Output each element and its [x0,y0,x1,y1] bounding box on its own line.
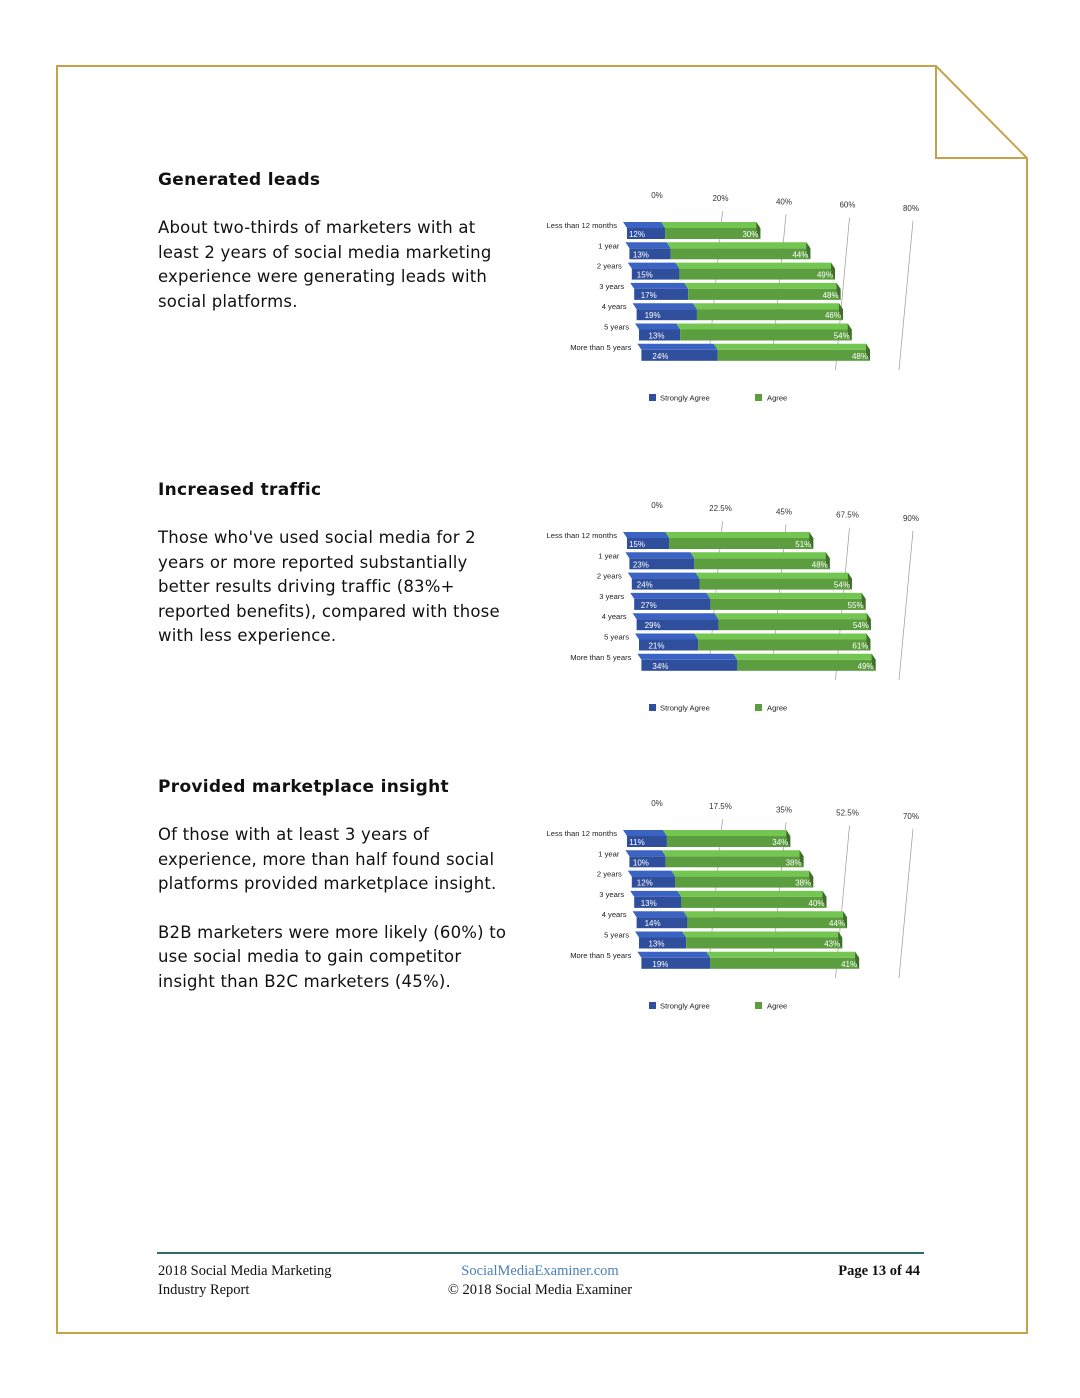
value-label-agree: 51% [795,540,812,549]
x-tick-label: 0% [651,191,663,200]
legend-label-strongly-agree: Strongly Agree [660,393,710,403]
category-label: Less than 12 months [546,221,617,230]
value-label-agree: 54% [833,331,850,341]
value-label-strongly-agree: 15% [628,540,646,549]
bar-agree [690,552,829,569]
x-tick-label: 35% [775,805,793,815]
value-label-strongly-agree: 12% [628,230,646,239]
value-label-agree: 30% [742,230,759,239]
x-tick-label: 80% [902,203,920,213]
x-tick-label: 45% [775,507,793,517]
value-label-strongly-agree: 19% [652,959,669,969]
bar-agree [683,911,847,928]
x-tick-label: 20% [712,194,729,204]
value-label-agree: 54% [852,621,869,631]
section-paragraph: Of those with at least 3 years of experience, more than half found social platforms provided marketplace insight. [158,825,497,894]
footer-credits [380,1262,700,1300]
legend-swatch-agree [755,394,762,401]
footer-rule [157,1252,924,1254]
value-label-agree: 44% [829,919,846,929]
value-label-strongly-agree: 13% [640,898,657,908]
value-label-strongly-agree: 23% [632,560,649,570]
value-label-strongly-agree: 13% [648,939,665,949]
legend-label-agree: Agree [767,393,788,403]
value-label-strongly-agree: 12% [636,878,653,888]
chart-increased-traffic [530,500,930,715]
value-label-strongly-agree: 17% [640,290,657,300]
category-label: 3 years [599,591,625,601]
value-label-agree: 49% [816,270,834,280]
bar-agree [706,593,865,610]
chart-marketplace-insight [530,798,930,1013]
value-label-agree: 48% [822,290,839,300]
footer-report-title-line1: 2018 Social Media Marketing [158,1263,332,1279]
value-label-agree: 48% [811,560,828,570]
section-generated-leads [158,170,518,338]
chart-generated-leads [530,190,930,405]
legend-swatch-strongly-agree [649,394,656,401]
value-label-strongly-agree: 14% [644,919,661,929]
value-label-strongly-agree: 15% [636,270,653,280]
value-label-strongly-agree: 21% [648,641,665,651]
legend-swatch-strongly-agree [649,704,656,711]
footer-copyright: © 2018 Social Media Examiner [447,1282,633,1298]
category-label: More than 5 years [570,342,632,352]
section-marketplace-insight [158,777,518,1019]
value-label-agree: 38% [785,858,802,868]
section-increased-traffic [158,480,518,673]
bar-agree [706,952,859,969]
category-label: 2 years [596,869,622,879]
x-tick-label: 22.5% [709,504,732,514]
value-label-agree: 43% [824,939,841,949]
category-label: 5 years [604,632,629,642]
category-label: 1 year [598,551,620,561]
bar-agree [684,283,840,300]
gridline [899,829,913,978]
section-heading: Increased traffic [158,480,322,500]
bar-agree [694,634,870,651]
value-label-strongly-agree: 13% [632,250,649,260]
section-heading: Provided marketplace insight [158,777,449,797]
bar-agree [667,242,811,259]
category-label: More than 5 years [570,652,632,662]
value-label-strongly-agree: 10% [632,858,649,868]
page-number: Page 13 of 44 [838,1263,920,1279]
x-tick-label: 60% [839,200,856,210]
bar-agree [714,613,870,630]
value-label-agree: 41% [841,959,858,969]
bar-strongly-agree [635,634,698,651]
footer-website-link[interactable]: SocialMediaExaminer.com [461,1263,619,1279]
bar-strongly-agree [630,283,688,300]
value-label-strongly-agree: 19% [644,311,661,321]
value-label-strongly-agree: 11% [629,838,645,847]
category-label: 1 year [598,241,620,251]
section-heading: Generated leads [158,170,321,190]
legend-label-agree: Agree [767,1001,788,1011]
value-label-agree: 55% [847,600,864,610]
category-label: Less than 12 months [546,531,617,540]
category-label: 3 years [599,281,625,291]
legend-label-strongly-agree: Strongly Agree [660,1001,710,1011]
value-label-agree: 54% [833,580,850,590]
footer-report-title-line2: Industry Report [158,1282,250,1298]
x-tick-label: 67.5% [836,510,859,520]
value-label-strongly-agree: 29% [644,621,661,631]
bar-agree [663,830,790,847]
category-label: 1 year [598,849,620,859]
value-label-agree: 40% [808,898,825,908]
legend-label-agree: Agree [767,703,788,713]
bar-agree [693,303,843,320]
bar-agree [662,850,804,867]
legend-label-strongly-agree: Strongly Agree [660,703,710,713]
section-paragraph: Those who've used social media for 2 years or more reported substantially better results driving traffic (83%+ reported benefits), compared with those with less experience. [158,528,500,646]
category-label: 4 years [601,302,627,312]
footer-page-number [780,1262,920,1281]
bar-strongly-agree [628,263,680,280]
category-label: 4 years [601,612,627,622]
x-tick-label: 40% [775,197,793,207]
bar-strongly-agree [633,303,697,320]
category-label: 5 years [604,930,629,940]
bar-agree [696,573,852,590]
x-tick-label: 0% [651,799,663,808]
bar-agree [733,654,875,671]
category-label: More than 5 years [570,950,632,960]
value-label-agree: 44% [792,250,809,260]
legend-swatch-agree [755,704,762,711]
section-paragraph: B2B marketers were more likely (60%) to use social media to gain competitor insight than B2C marketers (45%). [158,922,507,991]
bar-strongly-agree [637,344,717,361]
value-label-agree: 61% [852,641,869,651]
section-paragraph: About two-thirds of marketers with at least 2 years of social media marketing experience were generating leads with social platforms. [158,218,492,311]
x-tick-label: 17.5% [709,802,732,812]
value-label-strongly-agree: 13% [648,331,665,341]
value-label-agree: 48% [851,351,869,361]
value-label-agree: 49% [857,661,874,671]
value-label-agree: 46% [824,311,841,321]
gridline [899,531,913,680]
bar-agree [676,324,851,341]
value-label-strongly-agree: 24% [636,580,653,590]
x-tick-label: 0% [651,501,663,510]
category-label: 3 years [599,889,625,899]
value-label-agree: 34% [772,838,789,847]
value-label-strongly-agree: 34% [652,661,669,671]
x-tick-label: 70% [902,811,920,821]
bar-agree [677,891,826,908]
bar-agree [671,871,813,888]
category-label: 2 years [596,261,622,271]
value-label-agree: 38% [795,878,812,888]
value-label-strongly-agree: 24% [652,351,669,361]
footer-report-title [158,1262,332,1300]
legend-swatch-strongly-agree [649,1002,656,1009]
bar-agree [714,344,870,361]
bar-agree [682,932,842,949]
x-tick-label: 52.5% [836,808,859,818]
value-label-strongly-agree: 27% [640,600,657,610]
x-tick-label: 90% [902,513,920,523]
bar-agree [675,263,835,280]
category-label: 4 years [601,910,627,920]
bar-agree [665,532,813,549]
gridline [899,221,913,370]
category-label: 2 years [596,571,622,581]
category-label: 5 years [604,322,629,332]
bar-strongly-agree [637,952,710,969]
legend-swatch-agree [755,1002,762,1009]
category-label: Less than 12 months [546,829,617,838]
